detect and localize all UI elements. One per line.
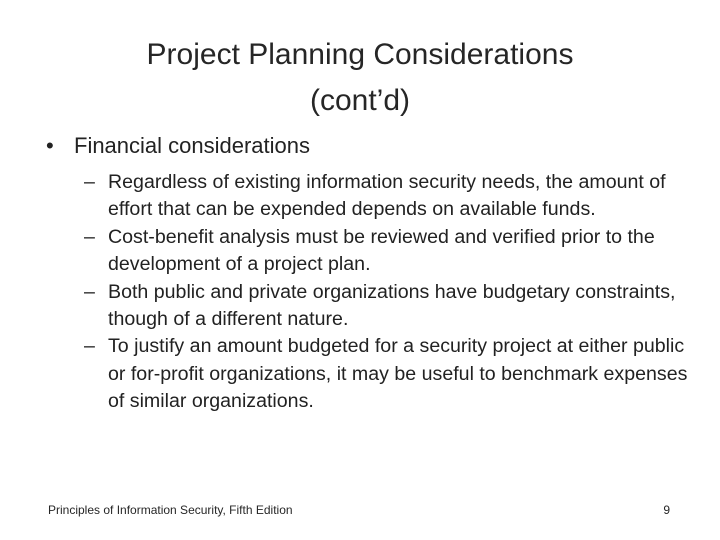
sub-bullet-item: [84, 224, 694, 279]
page-number: 9: [663, 503, 670, 517]
sub-bullet-text: To justify an amount budgeted for a security project at either public or for-profit organizations, it may be useful to benchmark expenses of similar organizations.: [108, 335, 688, 413]
dash-marker: –: [84, 280, 95, 303]
slide-title-line-1: Project Planning Considerations: [146, 38, 574, 71]
bullet-financial-considerations: [46, 131, 310, 161]
sub-bullet-list: [84, 169, 694, 416]
sub-bullet-item: [84, 279, 694, 334]
sub-bullet-text: Regardless of existing information security needs, the amount of effort that can be expended depends on available funds.: [108, 171, 666, 221]
dash-marker: –: [84, 225, 95, 248]
sub-bullet-item: [84, 333, 694, 415]
sub-bullet-item: [84, 169, 694, 224]
dash-marker: –: [84, 171, 95, 193]
sub-bullet-text: Both public and private organizations have budgetary constraints, though of a different nature.: [108, 280, 676, 331]
slide-title: [40, 32, 680, 124]
sub-bullet-text: Cost-benefit analysis must be reviewed and verified prior to the development of a project plan.: [108, 225, 655, 276]
slide-title-line-2: (cont’d): [309, 84, 411, 117]
bullet-marker: •: [46, 133, 54, 158]
bullet-text: Financial considerations: [74, 133, 311, 158]
dash-marker: –: [84, 335, 95, 358]
footer-source: Principles of Information Security, Fifth Edition: [48, 503, 293, 517]
